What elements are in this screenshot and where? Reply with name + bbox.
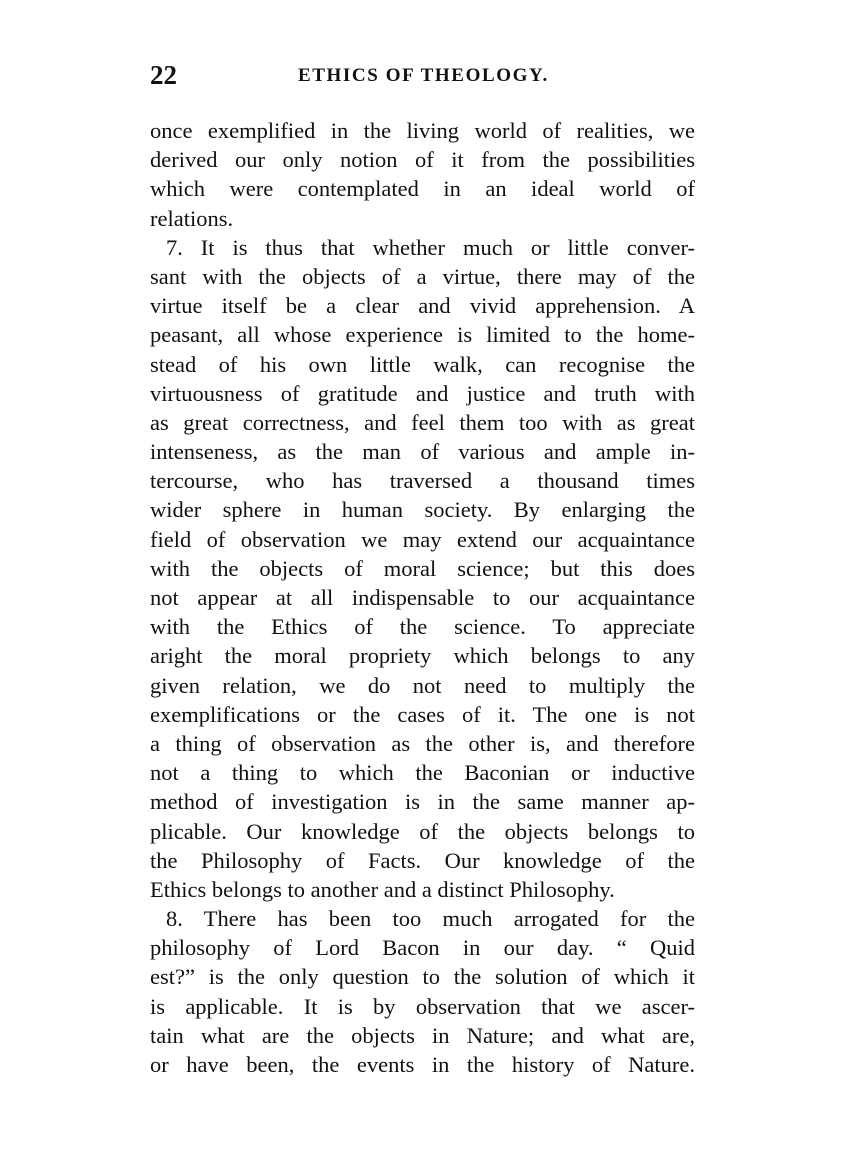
text-line: or have been, the events in the history of Nature. — [150, 1052, 695, 1077]
text-line: 7. It is thus that whether much or little conver- — [166, 234, 695, 260]
text-line: given relation, we do not need to multiply the — [150, 672, 695, 698]
text-line: is applicable. It is by observation that we ascer- — [150, 993, 695, 1019]
text-line: as great correctness, and feel them too with as great — [150, 409, 695, 435]
text-line: relations. — [150, 205, 234, 231]
text-line: sant with the objects of a virtue, there may of the — [150, 263, 695, 289]
running-head — [150, 60, 695, 90]
text-line: with the objects of moral science; but this does — [150, 555, 695, 581]
text-line: field of observation we may extend our acquaintance — [150, 526, 695, 552]
text-line: virtue itself be a clear and vivid apprehension. A — [150, 293, 695, 319]
text-line: est?” is the only question to the solution of which it — [150, 964, 695, 990]
text-line: wider sphere in human society. By enlarging the — [150, 497, 695, 523]
text-line: plicable. Our knowledge of the objects belongs to — [150, 818, 695, 844]
text-line: philosophy of Lord Bacon in our day. “ Quid — [150, 935, 695, 961]
text-line: not a thing to which the Baconian or inductive — [150, 760, 695, 786]
running-title: ETHICS OF THEOLOGY. — [298, 65, 549, 86]
text-line: once exemplified in the living world of realities, we — [150, 118, 695, 143]
text-line: aright the moral propriety which belongs to any — [150, 643, 695, 669]
text-line: method of investigation is in the same manner ap- — [150, 789, 695, 815]
text-line: exemplifications or the cases of it. The one is not — [150, 701, 695, 727]
text-line: not appear at all indispensable to our acquaintance — [150, 585, 695, 610]
text-line: which were contemplated in an ideal world of — [150, 176, 695, 202]
text-line: a thing of observation as the other is, and therefore — [150, 730, 695, 756]
text-line: peasant, all whose experience is limited to the home- — [150, 322, 695, 348]
text-line: stead of his own little walk, can recognise the — [150, 351, 695, 377]
page-number: 22 — [150, 60, 177, 90]
text-line: with the Ethics of the science. To appreciate — [150, 614, 695, 640]
text-line: tercourse, who has traversed a thousand times — [150, 468, 695, 494]
text-line: intenseness, as the man of various and ample in- — [150, 439, 695, 465]
text-line: 8. There has been too much arrogated for the — [166, 906, 695, 932]
text-line: virtuousness of gratitude and justice and truth with — [150, 380, 695, 406]
text-line: the Philosophy of Facts. Our knowledge of the — [150, 847, 695, 873]
text-line: tain what are the objects in Nature; and what are, — [150, 1022, 695, 1048]
body-text — [150, 116, 695, 1079]
text-line: Ethics belongs to another and a distinct Philosophy. — [150, 876, 615, 902]
text-line: derived our only notion of it from the possibilities — [150, 147, 695, 173]
